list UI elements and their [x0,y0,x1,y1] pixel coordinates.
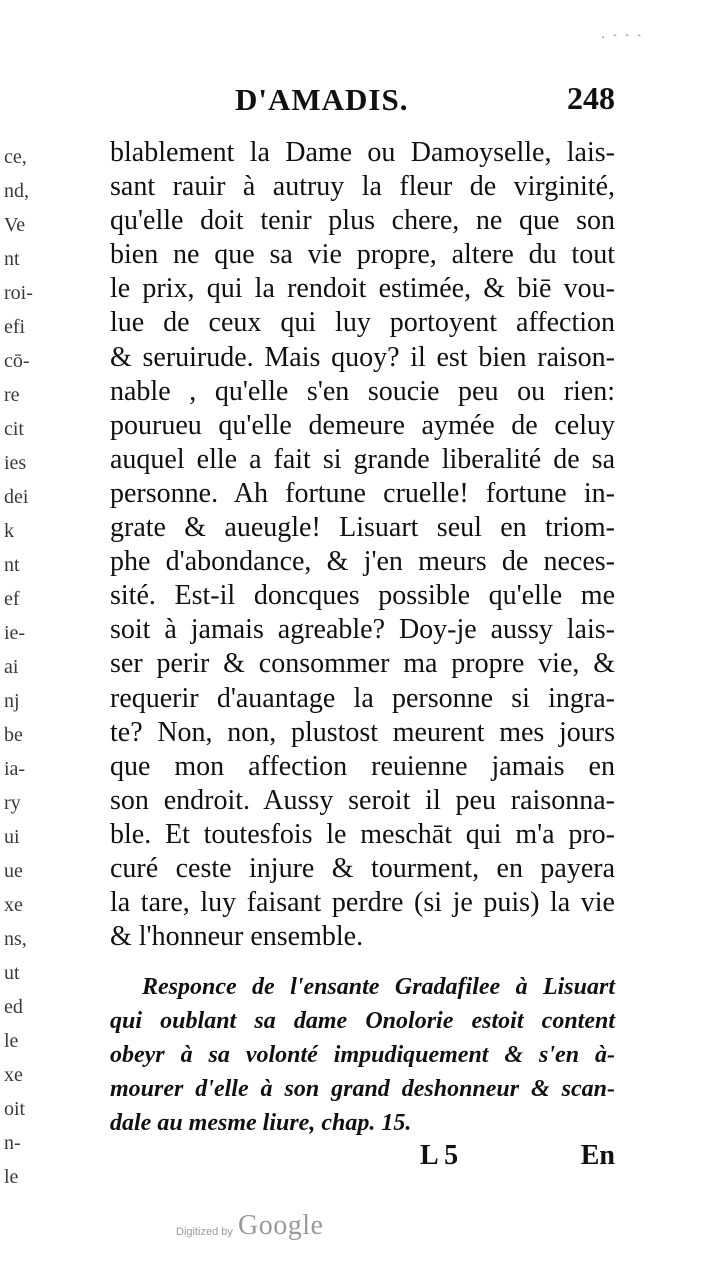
bleed-fragment: ia- [4,758,26,780]
summary-line: qui oublant sa dame Onolorie estoit content [110,1008,615,1034]
bleed-fragment: le [4,1030,19,1052]
summary-line: dale au mesme liure, chap. 15. [110,1110,412,1136]
signature-mark: L 5 [420,1140,459,1171]
text-line: soit à jamais agreable? Doy-je aussy lais- [110,614,615,646]
text-line: blablement la Dame ou Damoyselle, lais- [110,137,615,168]
running-head: D'AMADIS. [235,82,409,117]
bleed-fragment: oit [4,1098,26,1120]
bleed-fragment: ai [4,656,19,678]
text-line: ser perir & consommer ma propre vie, & [110,648,615,680]
bleed-fragment: ue [4,860,23,882]
bleed-fragment: roi- [4,282,33,304]
text-line: ble. Et toutesfois le meschāt qui m'a pro- [110,818,615,850]
top-edge-marks: . - - - [600,30,643,41]
summary-line: obeyr à sa volonté impudiquement & s'en à- [110,1042,615,1068]
bleed-fragment: ui [4,826,20,848]
bleed-fragment: efi [4,316,26,338]
chapter-summary [110,970,615,1140]
bleed-fragment: nj [4,690,20,712]
text-line: & seruirude. Mais quoy? il est bien raison- [110,341,615,373]
bleed-fragment: ce, [4,146,27,168]
text-line: qu'elle doit tenir plus chere, ne que son [110,205,615,237]
body-text [110,136,615,954]
bleed-fragment: ies [4,452,27,474]
catchword: En [580,1140,615,1171]
page-header [235,80,615,120]
text-line: que mon affection reuienne jamais en [110,750,615,782]
bleed-fragment: cit [4,418,24,440]
text-line: bien ne que sa vie propre, altere du tout [110,239,615,271]
text-line: pourueu qu'elle demeure aymée de celuy [110,409,615,441]
text-line: sité. Est-il doncques possible qu'elle me [110,580,615,612]
text-line: te? Non, non, plustost meurent mes jours [110,716,615,748]
text-line: auquel elle a fait si grande liberalité de sa [110,443,615,475]
bleed-fragment: xe [4,894,23,916]
page-number: 248 [567,80,615,116]
bleed-fragment: ed [4,996,23,1018]
summary-line: mourer d'elle à son grand deshonneur & scan- [110,1076,615,1102]
text-line: curé ceste injure & tourment, en payera [110,852,615,884]
bleed-fragment: ut [4,962,20,984]
bleed-fragment: Ve [4,214,26,236]
text-line: la tare, luy faisant perdre (si je puis) la vie [110,887,615,919]
watermark-by: Digitized by [176,1226,233,1238]
text-line: personne. Ah fortune cruelle! fortune in- [110,477,615,509]
text-line: sant rauir à autruy la fleur de virginité, [110,171,615,203]
text-line: son endroit. Aussy seroit il peu raisonna- [110,784,615,816]
text-line: nable , qu'elle s'en soucie peu ou rien: [110,375,615,407]
bleed-fragment: nd, [4,180,29,202]
bleed-fragment: ef [4,588,20,610]
bleed-fragment: ns, [4,928,27,950]
bleed-fragment: nt [4,554,20,576]
bleed-fragment: ry [4,792,21,814]
bleed-fragment: be [4,724,23,746]
bleed-fragment: re [4,384,20,406]
text-line: le prix, qui la rendoit estimée, & biē vou- [110,273,615,305]
bleed-fragment: le [4,1166,19,1188]
text-line: phe d'abondance, & j'en meurs de neces- [110,546,615,578]
text-line: requerir d'auantage la personne si ingra- [110,682,615,714]
bleed-fragment: cō- [4,350,30,372]
text-line: lue de ceux qui luy portoyent affection [110,307,615,339]
page-footer [420,1140,615,1176]
summary-line: Responce de l'ensante Gradafilee à Lisuart [142,974,615,1000]
bleed-fragment: dei [4,486,29,508]
bleed-fragment: n- [4,1132,21,1154]
text-line: grate & aueugle! Lisuart seul en triom- [110,512,615,544]
facing-page-bleed [4,140,36,1194]
text-line: & l'honneur ensemble. [110,921,364,953]
google-logo: Google [238,1210,324,1241]
digitized-watermark [176,1210,336,1250]
bleed-fragment: ie- [4,622,26,644]
bleed-fragment: xe [4,1064,23,1086]
bleed-fragment: nt [4,248,20,270]
bleed-fragment: k [4,520,14,542]
